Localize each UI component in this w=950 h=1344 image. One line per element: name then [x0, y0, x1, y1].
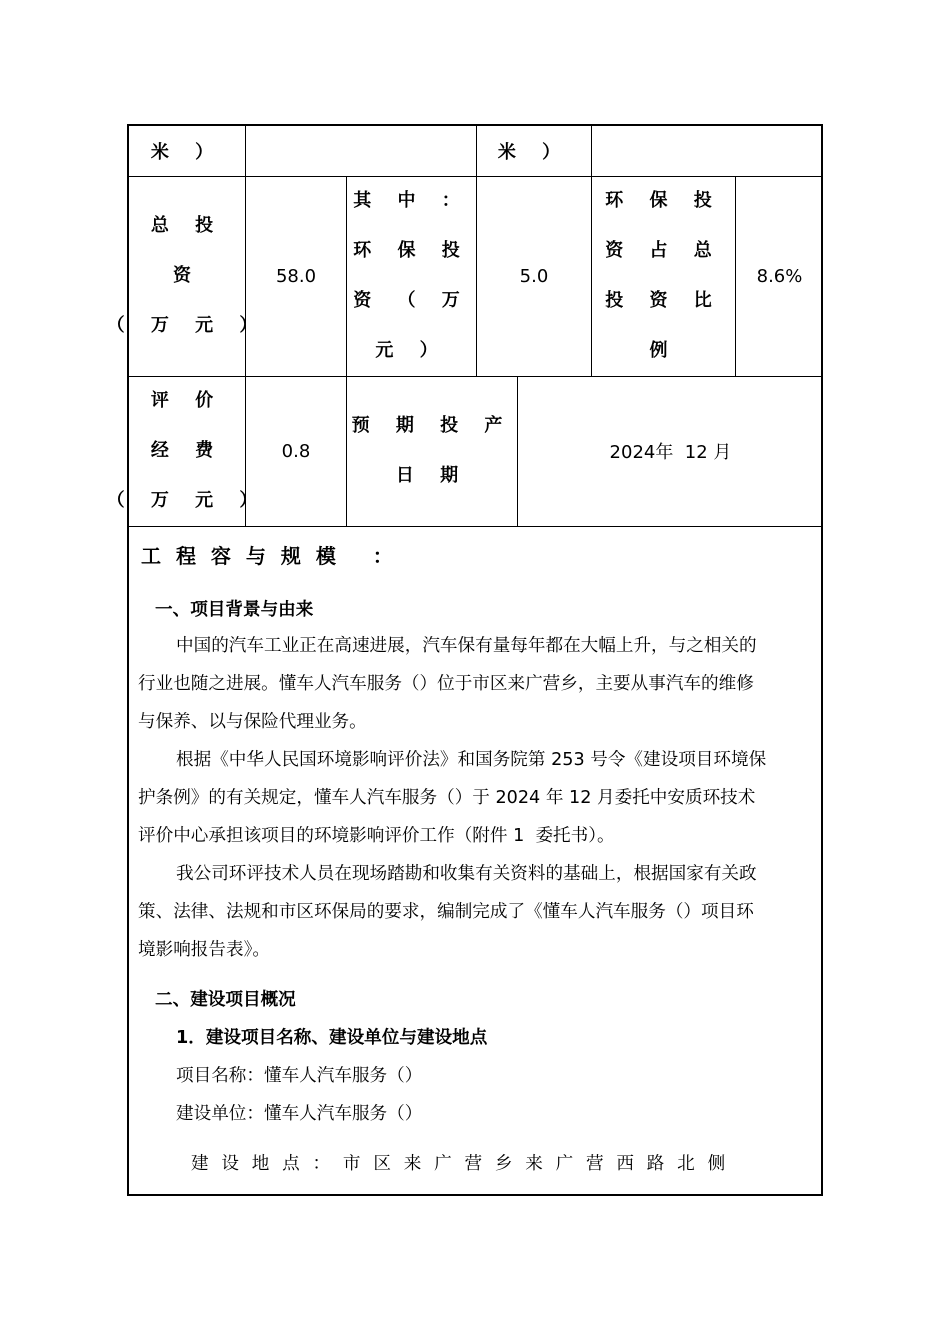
- area-value-a: [246, 126, 476, 176]
- paragraph-line: 中国的汽车工业正在高速进展，汽车保有量每年都在大幅上升，与之相关的: [176, 636, 757, 656]
- total-investment-label-line: 总 投: [150, 215, 224, 236]
- construction-location-line: 建 设 地 点 ： 市 区 来 广 营 乡 来 广 营 西 路 北 侧: [191, 1154, 729, 1174]
- expected-operation-date-label-line: 预 期 投 产: [351, 415, 513, 436]
- paragraph-line: 评价中心承担该项目的环境影响评价工作（附件 1 委托书）。: [138, 826, 615, 846]
- env-investment-label: [347, 176, 476, 376]
- total-investment-label-line: （ 万 元 ）: [106, 315, 268, 336]
- env-ratio-label-line: 投 资 比: [605, 290, 722, 311]
- project-info-table: [106, 124, 823, 1196]
- env-investment-value: 5.0: [519, 265, 549, 287]
- paragraph-line: 我公司环评技术人员在现场踏勘和收集有关资料的基础上，根据国家有关政: [176, 864, 757, 884]
- env-ratio-label: [592, 176, 735, 376]
- expected-operation-date-label-line: 日 期: [395, 465, 469, 486]
- evaluation-fee-label-line: 经 费: [150, 440, 224, 461]
- paragraph-line: 境影响报告表》。: [138, 940, 270, 960]
- paragraph-line: 根据《中华人民国环境影响评价法》和国务院第 253 号令《建设项目环境保: [176, 750, 767, 770]
- row-divider-3: [129, 526, 823, 527]
- env-investment-label-line: 其 中 ：: [353, 190, 470, 211]
- paragraph-line: 策、法律、法规和市区环保局的要求，编制完成了《懂车人汽车服务（）项目环: [138, 902, 754, 922]
- env-ratio-label-line: 例: [649, 340, 678, 361]
- construction-unit-line: 建设单位：懂车人汽车服务（）: [176, 1104, 423, 1124]
- env-ratio-label-line: 环 保 投: [605, 190, 722, 211]
- evaluation-fee-value: 0.8: [281, 440, 311, 462]
- section-title: 工 程 容 与 规 模 ：: [141, 544, 397, 568]
- env-investment-label-line: 环 保 投: [353, 240, 470, 261]
- total-investment-label: [106, 176, 268, 376]
- env-investment-label-line: 资 （ 万: [353, 290, 470, 311]
- expected-operation-date-label: [347, 376, 517, 526]
- paragraph-line: 行业也随之进展。懂车人汽车服务（）位于市区来广营乡，主要从事汽车的维修: [138, 674, 754, 694]
- paragraph-line: 与保养、以与保险代理业务。: [138, 712, 367, 732]
- area-unit-label-b: 米 ）: [497, 142, 571, 163]
- evaluation-fee-label: [106, 376, 268, 526]
- env-ratio-value: 8.6%: [756, 265, 803, 287]
- project-name-line: 项目名称：懂车人汽车服务（）: [176, 1066, 423, 1086]
- heading-background: 一、项目背景与由来: [155, 600, 314, 620]
- total-investment-value: 58.0: [275, 265, 317, 287]
- evaluation-fee-label-line: （ 万 元 ）: [106, 490, 268, 511]
- expected-operation-date-value: 2024年 12 月: [609, 442, 732, 463]
- env-investment-label-line: 元 ）: [375, 340, 448, 361]
- total-investment-label-line: 资: [173, 265, 201, 286]
- area-unit-label-a: 米 ）: [150, 142, 224, 163]
- heading-overview: 二、建设项目概况: [155, 990, 296, 1010]
- paragraph-line: 护条例》的有关规定，懂车人汽车服务（）于 2024 年 12 月委托中安质环技术: [138, 788, 756, 808]
- evaluation-fee-label-line: 评 价: [150, 390, 224, 411]
- env-ratio-label-line: 资 占 总: [605, 240, 722, 261]
- heading-name-unit-location: 1．建设项目名称、建设单位与建设地点: [176, 1028, 488, 1048]
- area-value-b: [592, 126, 823, 176]
